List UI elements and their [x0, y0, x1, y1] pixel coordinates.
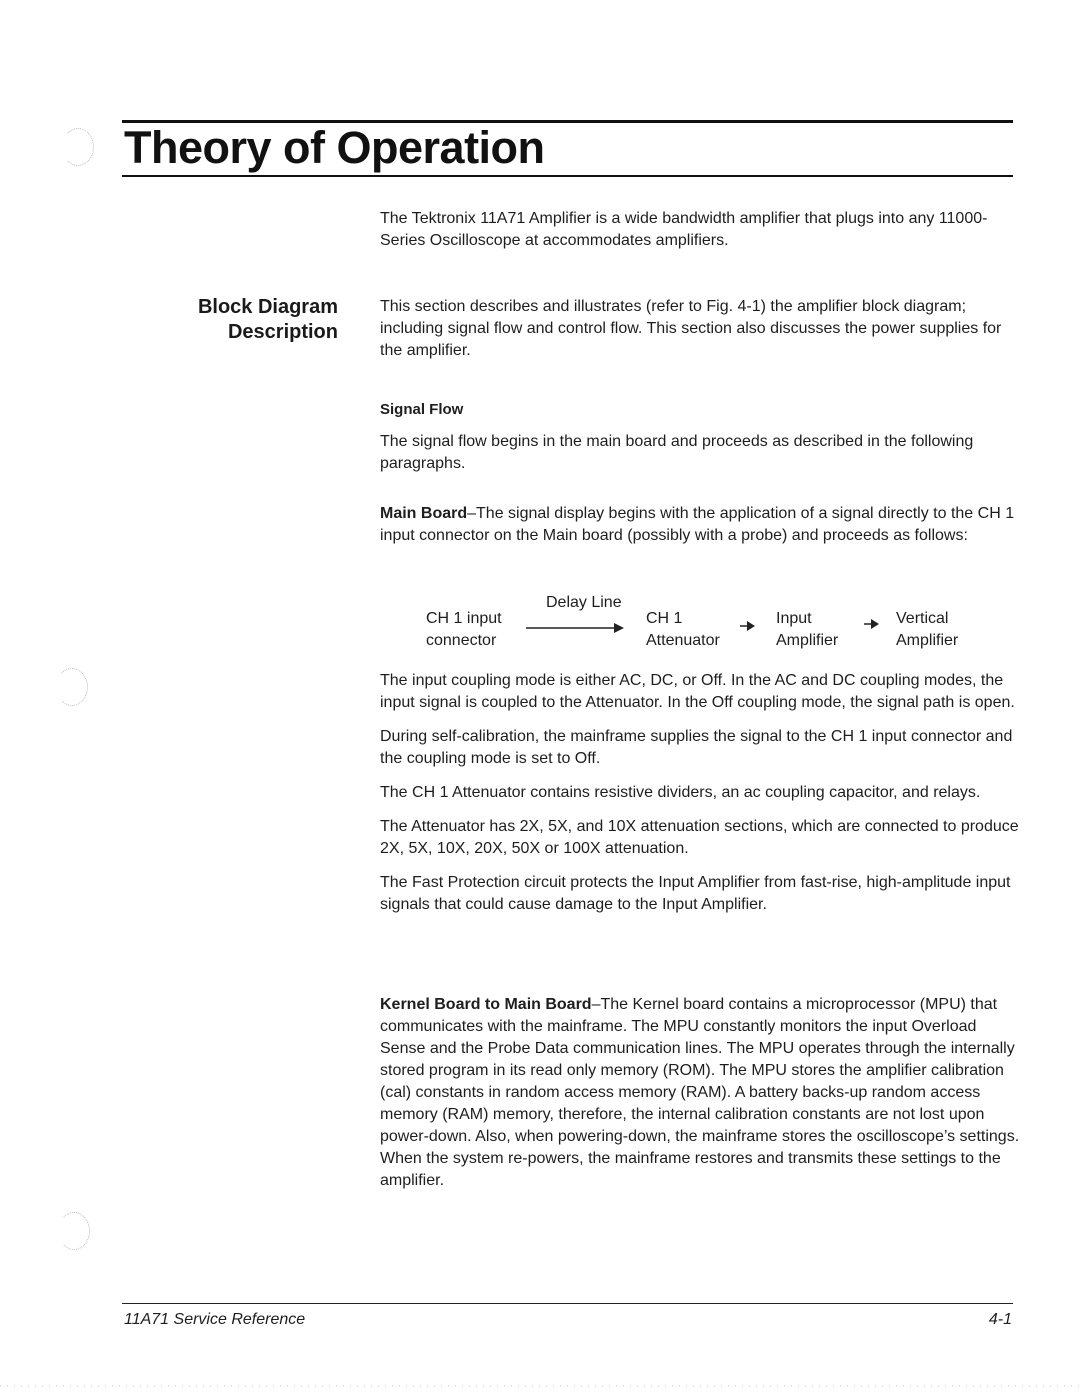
punch-hole-bottom	[58, 1212, 90, 1250]
node-line2: Amplifier	[776, 632, 839, 649]
main-board-lead: Main Board	[380, 505, 468, 522]
delay-line-label: Delay Line	[546, 594, 622, 611]
footer-rule	[122, 1303, 1013, 1304]
paragraph-self-calibration: During self-calibration, the mainframe supplies the signal to the CH 1 input connector and the coupling mode is set to Off.	[380, 728, 1013, 767]
node-line2: connector	[426, 632, 497, 649]
kernel-board-lead: Kernel Board to Main Board	[380, 996, 592, 1013]
paragraph-fast-protection: The Fast Protection circuit protects the Input Amplifier from fast-rise, high-amplitude input signals that could cause damage to the Input Amplifier.	[380, 874, 1011, 913]
kernel-board-block	[380, 994, 1020, 1192]
node-input-amplifier	[776, 608, 838, 652]
title-rule-bottom	[122, 175, 1013, 177]
footer-page-number: 4-1	[988, 1311, 1012, 1328]
node-line1: CH 1	[646, 610, 683, 627]
node-vertical-amplifier	[896, 608, 958, 652]
arrow-right-icon	[740, 620, 756, 632]
kernel-board-text: –The Kernel board contains a microprocessor (MPU) that communicates with the mainframe. The MPU constantly monitors the input Overload Sense and the Probe Data communication lines. The MPU operates through the internally stored program in its read only memory (ROM). The MPU stores the amplifier calibration (cal) constants in random access memory (RAM). A battery backs-up random access memory (RAM) memory, therefore, the internal calibration constants are not lost upon power-down. Also, when powering-down, the mainframe stores the oscilloscope’s settings. When the system re-powers, the mainframe restores and transmits these settings to the amplifier.	[380, 996, 1020, 1189]
kernel-board-paragraph	[380, 994, 1020, 1192]
section-heading	[150, 295, 338, 345]
section-intro-block	[380, 296, 1020, 362]
node-line2: Amplifier	[896, 632, 959, 649]
footer-manual-title: 11A71 Service Reference	[124, 1311, 306, 1328]
scan-edge-artifact	[0, 1385, 1080, 1387]
punch-hole-top	[62, 128, 94, 166]
node-ch1-attenuator	[646, 608, 720, 652]
paragraph-attenuator-contents: The CH 1 Attenuator contains resistive dividers, an ac coupling capacitor, and relays.	[380, 784, 981, 801]
signal-flow-block	[380, 399, 1020, 547]
main-board-text: –The signal display begins with the application of a signal directly to the CH 1 input connector on the Main board (possibly with a probe) and proceeds as follows:	[380, 505, 1015, 544]
coupling-block	[380, 670, 1020, 916]
signal-flow-intro: The signal flow begins in the main board and proceeds as described in the following paragraphs.	[380, 433, 974, 472]
arrow-right-icon	[526, 622, 626, 634]
page-title: Theory of Operation	[124, 122, 545, 173]
section-heading-line2: Description	[227, 321, 338, 343]
signal-flow-diagram	[380, 592, 1020, 658]
node-line2: Attenuator	[646, 632, 720, 649]
intro-paragraph: The Tektronix 11A71 Amplifier is a wide bandwidth amplifier that plugs into any 11000-Series Oscilloscope at accommodates amplifiers.	[380, 210, 988, 249]
paragraph-attenuation-sections: The Attenuator has 2X, 5X, and 10X attenuation sections, which are connected to produce 2X, 5X, 10X, 20X, 50X or 100X attenuation.	[380, 818, 1019, 857]
main-board-paragraph	[380, 503, 1020, 547]
node-line1: Input	[776, 610, 812, 627]
signal-flow-heading: Signal Flow	[380, 401, 464, 418]
node-ch1-input-connector	[426, 608, 502, 652]
node-line1: Vertical	[896, 610, 949, 627]
section-heading-line1: Block Diagram	[197, 296, 338, 318]
punch-hole-middle	[56, 668, 88, 706]
section-intro-paragraph: This section describes and illustrates (refer to Fig. 4-1) the amplifier block diagram; including signal flow and control flow. This section also discusses the power supplies for the amplifier.	[380, 298, 1002, 359]
arrow-right-icon	[864, 618, 880, 630]
node-line1: CH 1 input	[426, 610, 502, 627]
intro-block	[380, 208, 1020, 252]
paragraph-coupling-mode: The input coupling mode is either AC, DC, or Off. In the AC and DC coupling modes, the input signal is coupled to the Attenuator. In the Off coupling mode, the signal path is open.	[380, 672, 1015, 711]
